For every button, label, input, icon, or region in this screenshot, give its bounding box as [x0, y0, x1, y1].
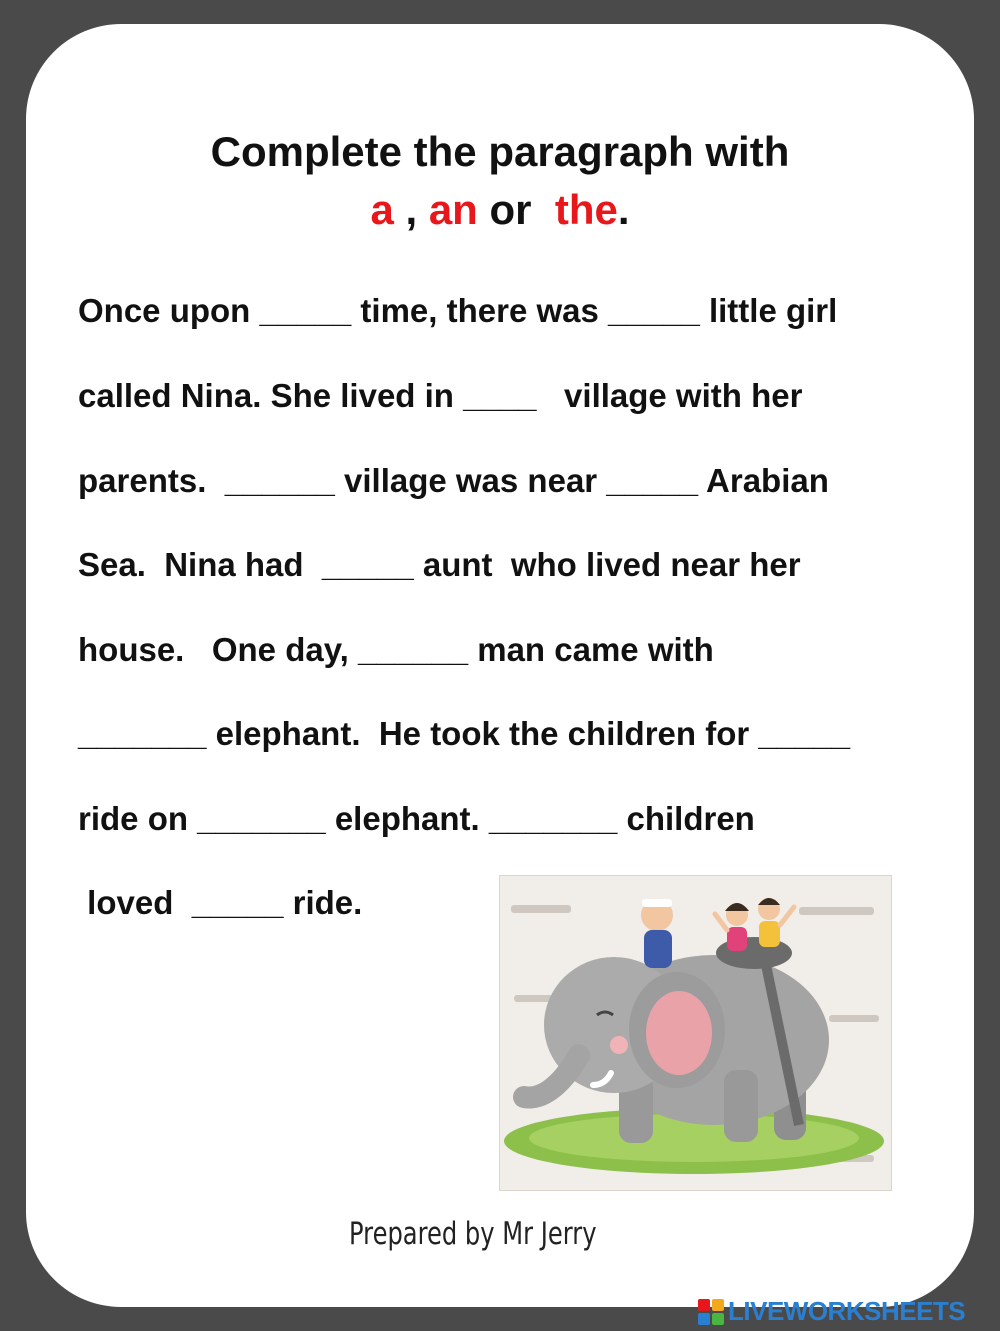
- watermark-text: LIVEWORKSHEETS: [728, 1296, 966, 1326]
- liveworksheets-watermark: [698, 1296, 965, 1327]
- title-separator: or: [477, 186, 555, 233]
- worksheet-title: Complete the paragraph with: [210, 128, 790, 175]
- paragraph-line: _______ elephant. He took the children for _____: [78, 715, 851, 752]
- paragraph-line: loved _____ ride.: [78, 884, 363, 921]
- paragraph-line: Once upon _____ time, there was _____ little girl: [78, 292, 838, 329]
- article-the: the: [554, 186, 618, 233]
- liveworksheets-logo-icon: [698, 1299, 724, 1325]
- paragraph-line: Sea. Nina had _____ aunt who lived near her: [78, 546, 801, 583]
- paragraph-line: ride on _______ elephant. _______ children: [78, 800, 755, 837]
- worksheet-credit: Prepared by Mr Jerry: [349, 1216, 597, 1252]
- title-separator: ,: [393, 186, 429, 233]
- paragraph-line: parents. ______ village was near _____ Arabian: [78, 462, 829, 499]
- paragraph-line: house. One day, ______ man came with: [78, 631, 714, 668]
- title-period: .: [617, 186, 630, 233]
- worksheet-title-articles: [0, 186, 1000, 234]
- article-an: an: [428, 186, 478, 233]
- article-a: a: [370, 186, 394, 233]
- paragraph-line: called Nina. She lived in ____ village with her: [78, 377, 803, 414]
- elephant-ride-illustration: [499, 875, 892, 1191]
